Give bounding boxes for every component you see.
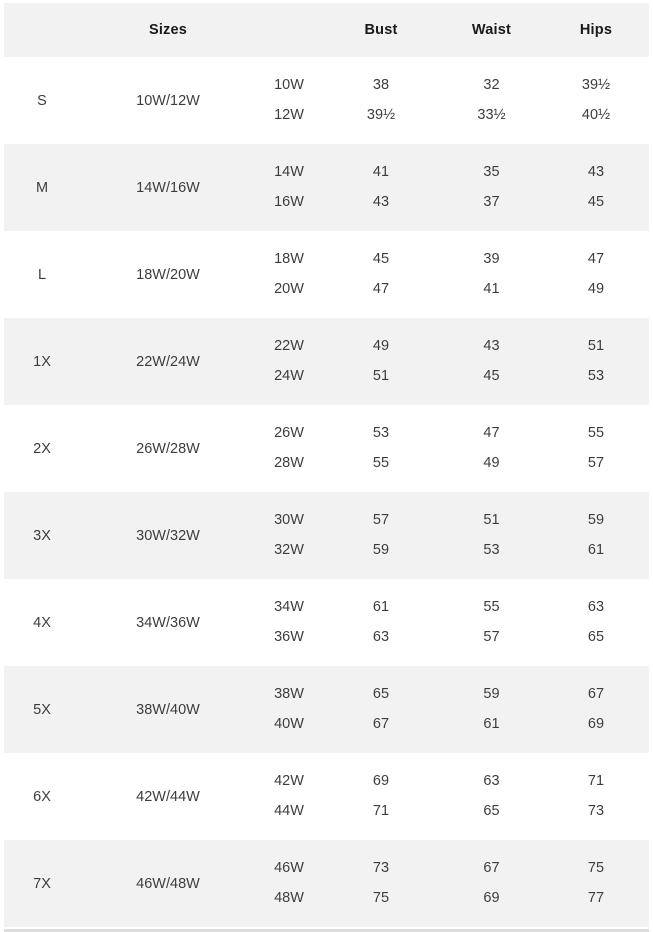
bust-column	[322, 492, 440, 579]
size-row	[4, 840, 649, 927]
waist-value: 65	[483, 803, 500, 819]
numeric-size-column	[256, 840, 322, 927]
hips-column	[543, 492, 649, 579]
bust-column	[322, 840, 440, 927]
hips-value: 47	[587, 251, 605, 267]
bust-column	[322, 318, 440, 405]
bust-value: 65	[372, 686, 390, 702]
size-range: 30W/32W	[136, 527, 200, 544]
hips-column	[543, 231, 649, 318]
waist-value: 57	[483, 629, 500, 645]
numeric-size-column	[256, 57, 322, 144]
hips-value: 39½	[581, 77, 611, 93]
hips-column	[543, 753, 649, 840]
waist-value: 69	[483, 890, 500, 906]
numeric-size-value: 40W	[274, 716, 304, 732]
bust-value: 69	[372, 773, 390, 789]
bust-value: 45	[372, 251, 390, 267]
bust-value: 71	[372, 803, 390, 819]
bust-column	[322, 144, 440, 231]
size-range: 34W/36W	[136, 614, 200, 631]
hips-column	[543, 666, 649, 753]
size-row	[4, 144, 649, 231]
waist-column	[440, 753, 543, 840]
size-letter: 5X	[33, 701, 51, 718]
hips-value: 51	[587, 338, 605, 354]
hips-value: 57	[587, 455, 605, 471]
bust-value: 41	[372, 164, 390, 180]
bust-value: 49	[372, 338, 390, 354]
bust-value: 51	[372, 368, 390, 384]
waist-value: 35	[483, 164, 500, 180]
numeric-size-value: 42W	[274, 773, 304, 789]
numeric-size-value: 34W	[274, 599, 304, 615]
numeric-size-value: 28W	[274, 455, 304, 471]
size-letter: S	[37, 92, 47, 109]
numeric-size-column	[256, 405, 322, 492]
size-range: 10W/12W	[136, 92, 200, 109]
size-row	[4, 492, 649, 579]
numeric-size-value: 16W	[274, 194, 304, 210]
size-range: 18W/20W	[136, 266, 200, 283]
waist-value: 39	[483, 251, 500, 267]
hips-value: 67	[587, 686, 605, 702]
numeric-size-value: 46W	[274, 860, 304, 876]
hips-column	[543, 144, 649, 231]
numeric-size-column	[256, 579, 322, 666]
size-range: 14W/16W	[136, 179, 200, 196]
waist-column	[440, 666, 543, 753]
waist-value: 67	[483, 860, 500, 876]
bust-column	[322, 753, 440, 840]
header-sizes: Sizes	[148, 22, 188, 38]
bust-value: 43	[372, 194, 390, 210]
numeric-size-value: 24W	[274, 368, 304, 384]
waist-column	[440, 840, 543, 927]
size-row	[4, 405, 649, 492]
bust-column	[322, 579, 440, 666]
numeric-size-column	[256, 492, 322, 579]
bust-value: 59	[372, 542, 390, 558]
waist-column	[440, 318, 543, 405]
waist-value: 43	[483, 338, 500, 354]
size-range: 38W/40W	[136, 701, 200, 718]
waist-value: 41	[483, 281, 500, 297]
hips-value: 59	[587, 512, 605, 528]
bust-column	[322, 57, 440, 144]
numeric-size-value: 32W	[274, 542, 304, 558]
waist-column	[440, 492, 543, 579]
bust-value: 47	[372, 281, 390, 297]
size-letter: M	[35, 179, 49, 196]
numeric-size-value: 36W	[274, 629, 304, 645]
hips-column	[543, 318, 649, 405]
numeric-size-column	[256, 753, 322, 840]
size-letter: 7X	[33, 875, 51, 892]
numeric-size-column	[256, 666, 322, 753]
numeric-size-value: 12W	[274, 107, 304, 123]
bust-column	[322, 405, 440, 492]
hips-value: 75	[587, 860, 605, 876]
size-row	[4, 753, 649, 840]
hips-value: 43	[587, 164, 605, 180]
size-letter: 2X	[33, 440, 51, 457]
hips-value: 45	[587, 194, 605, 210]
bust-value: 39½	[366, 107, 396, 123]
hips-value: 63	[587, 599, 605, 615]
bust-value: 63	[372, 629, 390, 645]
hips-value: 71	[587, 773, 605, 789]
numeric-size-value: 48W	[274, 890, 304, 906]
numeric-size-value: 10W	[274, 77, 304, 93]
size-row	[4, 666, 649, 753]
waist-value: 59	[483, 686, 500, 702]
hips-value: 69	[587, 716, 605, 732]
waist-value: 55	[483, 599, 500, 615]
numeric-size-column	[256, 144, 322, 231]
waist-column	[440, 231, 543, 318]
size-letter: 1X	[33, 353, 51, 370]
header-hips: Hips	[579, 22, 613, 38]
header-bust: Bust	[364, 22, 398, 38]
bust-value: 75	[372, 890, 390, 906]
bust-value: 57	[372, 512, 390, 528]
hips-value: 40½	[581, 107, 611, 123]
size-range: 22W/24W	[136, 353, 200, 370]
waist-value: 63	[483, 773, 500, 789]
waist-column	[440, 579, 543, 666]
bust-value: 38	[372, 77, 390, 93]
bust-value: 53	[372, 425, 390, 441]
waist-column	[440, 144, 543, 231]
waist-column	[440, 57, 543, 144]
hips-value: 61	[587, 542, 605, 558]
numeric-size-value: 18W	[274, 251, 304, 267]
table-header	[4, 3, 649, 57]
bust-column	[322, 231, 440, 318]
bust-column	[322, 666, 440, 753]
hips-column	[543, 579, 649, 666]
waist-value: 45	[483, 368, 500, 384]
size-row	[4, 318, 649, 405]
numeric-size-value: 20W	[274, 281, 304, 297]
waist-value: 61	[483, 716, 500, 732]
numeric-size-value: 30W	[274, 512, 304, 528]
size-letter: 6X	[33, 788, 51, 805]
size-letter: 3X	[33, 527, 51, 544]
bust-value: 61	[372, 599, 390, 615]
hips-column	[543, 57, 649, 144]
waist-value: 53	[483, 542, 500, 558]
bust-value: 73	[372, 860, 390, 876]
numeric-size-value: 38W	[274, 686, 304, 702]
size-range: 46W/48W	[136, 875, 200, 892]
hips-column	[543, 840, 649, 927]
hips-value: 49	[587, 281, 605, 297]
bust-value: 55	[372, 455, 390, 471]
size-row	[4, 231, 649, 318]
numeric-size-value: 26W	[274, 425, 304, 441]
hips-value: 73	[587, 803, 605, 819]
waist-value: 37	[483, 194, 500, 210]
hips-value: 53	[587, 368, 605, 384]
waist-value: 49	[483, 455, 500, 471]
size-range: 26W/28W	[136, 440, 200, 457]
numeric-size-value: 14W	[274, 164, 304, 180]
header-waist: Waist	[471, 22, 512, 38]
waist-column	[440, 405, 543, 492]
waist-value: 32	[483, 77, 500, 93]
table-body	[4, 57, 649, 927]
hips-value: 65	[587, 629, 605, 645]
waist-value: 33½	[477, 107, 506, 123]
size-range: 42W/44W	[136, 788, 200, 805]
numeric-size-value: 22W	[274, 338, 304, 354]
hips-value: 77	[587, 890, 605, 906]
numeric-size-value: 44W	[274, 803, 304, 819]
waist-value: 51	[483, 512, 500, 528]
size-row	[4, 579, 649, 666]
hips-value: 55	[587, 425, 605, 441]
size-letter: L	[37, 266, 47, 283]
waist-value: 47	[483, 425, 500, 441]
size-letter: 4X	[33, 614, 51, 631]
hips-column	[543, 405, 649, 492]
size-row	[4, 57, 649, 144]
numeric-size-column	[256, 231, 322, 318]
numeric-size-column	[256, 318, 322, 405]
bust-value: 67	[372, 716, 390, 732]
